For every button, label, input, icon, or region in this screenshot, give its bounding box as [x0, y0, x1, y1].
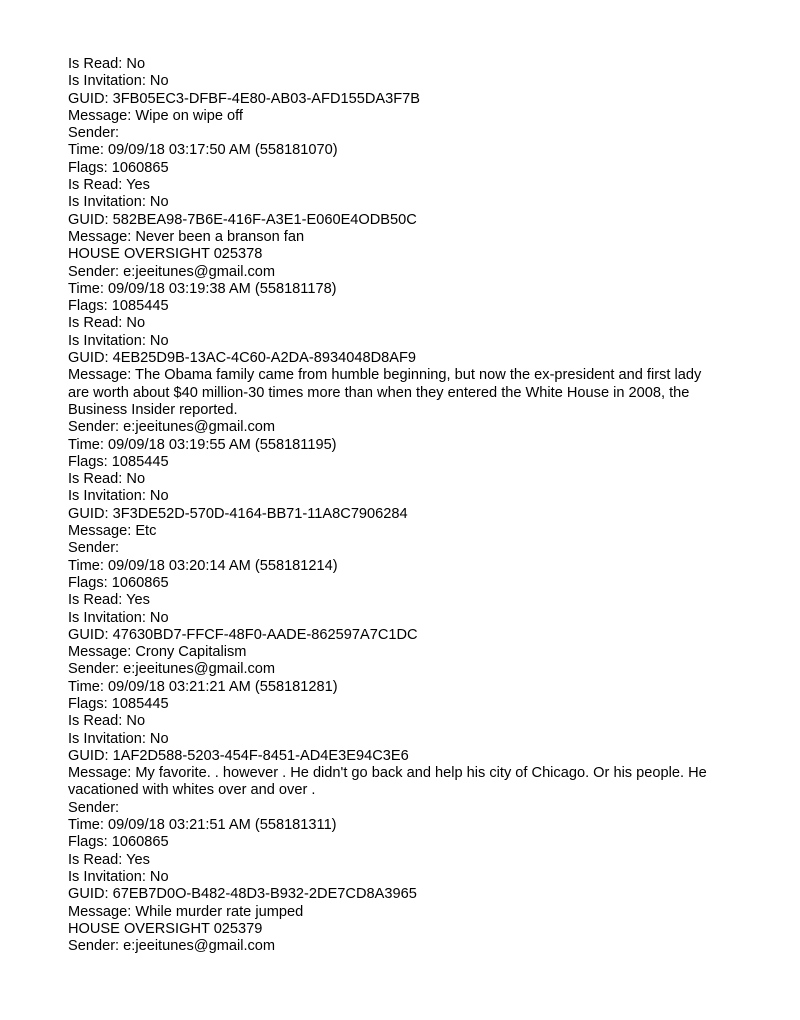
- is-invitation-line: Is Invitation: No: [68, 730, 169, 747]
- time-line: Time: 09/09/18 03:20:14 AM (558181214): [68, 557, 338, 574]
- sender-line: Sender:: [68, 540, 120, 557]
- message-line: Message: Never been a branson fan: [68, 228, 305, 245]
- sender-line: Sender: e:jeeitunes@gmail.com: [68, 419, 276, 436]
- is-read-line: Is Read: Yes: [68, 592, 150, 609]
- message-line: Message: My favorite. . however . He didn't go back and help his city of Chicago. Or his people. He vacationed with whites over and over .: [68, 765, 711, 799]
- document-page: [68, 56, 711, 955]
- sender-line: Sender: e:jeeitunes@gmail.com: [68, 263, 276, 280]
- is-read-line: Is Read: Yes: [68, 851, 150, 868]
- guid-line: GUID: 4EB25D9B-13AC-4C60-A2DA-8934048D8AF9: [68, 350, 416, 367]
- is-read-line: Is Read: No: [68, 315, 146, 332]
- is-read-line: Is Read: Yes: [68, 177, 150, 194]
- sender-line: Sender: e:jeeitunes@gmail.com: [68, 938, 276, 955]
- sender-line: Sender:: [68, 799, 120, 816]
- message-line: Message: While murder rate jumped: [68, 903, 304, 920]
- time-line: Time: 09/09/18 03:21:21 AM (558181281): [68, 678, 338, 695]
- guid-line: GUID: 67EB7D0O-B482-48D3-B932-2DE7CD8A3965: [68, 886, 417, 903]
- flags-line: Flags: 1085445: [68, 298, 169, 315]
- time-line: Time: 09/09/18 03:21:51 AM (558181311): [68, 817, 337, 834]
- is-invitation-line: Is Invitation: No: [68, 609, 169, 626]
- guid-line: GUID: 582BEA98-7B6E-416F-A3E1-E060E4ODB50C: [68, 211, 417, 228]
- flags-line: Flags: 1085445: [68, 453, 169, 470]
- flags-line: Flags: 1060865: [68, 159, 169, 176]
- sender-line: Sender:: [68, 125, 120, 142]
- is-invitation-line: Is Invitation: No: [68, 488, 169, 505]
- flags-line: Flags: 1060865: [68, 574, 169, 591]
- message-line: Message: The Obama family came from humble beginning, but now the ex-president and first lady are worth about $40 million-30 times more than when they entered the White House in 2008, the Business Insider reported.: [68, 367, 706, 418]
- is-read-line: Is Read: No: [68, 471, 146, 488]
- message-line: Message: Etc: [68, 523, 157, 540]
- is-read-line: Is Read: No: [68, 56, 146, 72]
- guid-line: GUID: 1AF2D588-5203-454F-8451-AD4E3E94C3E6: [68, 747, 409, 764]
- flags-line: Flags: 1060865: [68, 834, 169, 851]
- bates-stamp: HOUSE OVERSIGHT 025379: [68, 920, 263, 937]
- message-line: Message: Crony Capitalism: [68, 644, 247, 661]
- bates-stamp: HOUSE OVERSIGHT 025378: [68, 246, 263, 263]
- guid-line: GUID: 47630BD7-FFCF-48F0-AADE-862597A7C1DC: [68, 626, 418, 643]
- message-line: Message: Wipe on wipe off: [68, 107, 243, 124]
- is-read-line: Is Read: No: [68, 713, 146, 730]
- flags-line: Flags: 1085445: [68, 695, 169, 712]
- is-invitation-line: Is Invitation: No: [68, 332, 169, 349]
- guid-line: GUID: 3FB05EC3-DFBF-4E80-AB03-AFD155DA3F7B: [68, 90, 420, 107]
- is-invitation-line: Is Invitation: No: [68, 194, 169, 211]
- time-line: Time: 09/09/18 03:17:50 AM (558181070): [68, 142, 338, 159]
- time-line: Time: 09/09/18 03:19:55 AM (558181195): [68, 436, 337, 453]
- sender-line: Sender: e:jeeitunes@gmail.com: [68, 661, 276, 678]
- is-invitation-line: Is Invitation: No: [68, 73, 169, 90]
- guid-line: GUID: 3F3DE52D-570D-4164-BB71-11A8C7906284: [68, 505, 408, 522]
- is-invitation-line: Is Invitation: No: [68, 868, 169, 885]
- time-line: Time: 09/09/18 03:19:38 AM (558181178): [68, 280, 337, 297]
